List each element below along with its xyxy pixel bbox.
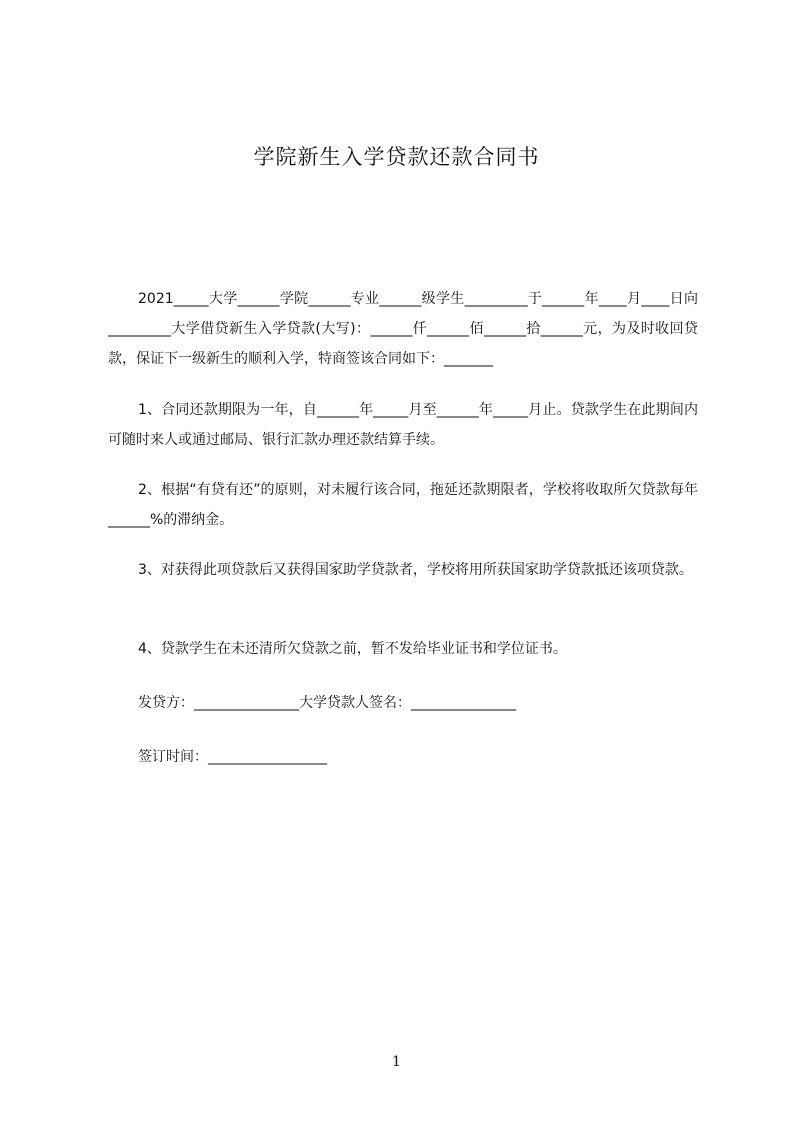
intro-paragraph-block [108,284,698,374]
date-block [108,742,698,772]
clause-1: 1、合同还款期限为一年，自______年_____月至______年_____月止。贷款学生在此期间内可随时来人或通过邮局、银行汇款办理还款结算手续。 [108,402,698,448]
clause-4-block [108,634,698,664]
clause-2-block [108,475,698,535]
signature-line: 发贷方：_______________大学贷款人签名：_______________ [138,695,516,711]
clause-3: 3、对获得此项贷款后又获得国家助学贷款者，学校将用所获国家助学贷款抵还该项贷款。 [138,562,693,578]
intro-paragraph: 2021_____大学______学院______专业______级学生_________于______年____月____日向_________大学借贷新生入学贷款(大写)：______仟______佰______拾______元，为及时收回贷款，保证下一级新生的顺利入学，特商签该合同如下：_______ [108,291,698,367]
date-line: 签订时间：_________________ [138,749,327,765]
clause-1-block [108,395,698,455]
document-title: 学院新生入学贷款还款合同书 [253,145,540,169]
clause-4: 4、贷款学生在未还清所欠贷款之前，暂不发给毕业证书和学位证书。 [138,641,567,657]
clause-3-block [108,555,698,585]
page-number: 1 [392,1054,401,1070]
signature-block [108,688,698,718]
clause-2: 2、根据“有贷有还”的原则，对未履行该合同，拖延还款期限者，学校将收取所欠贷款每年______%的滞纳金。 [108,482,698,528]
